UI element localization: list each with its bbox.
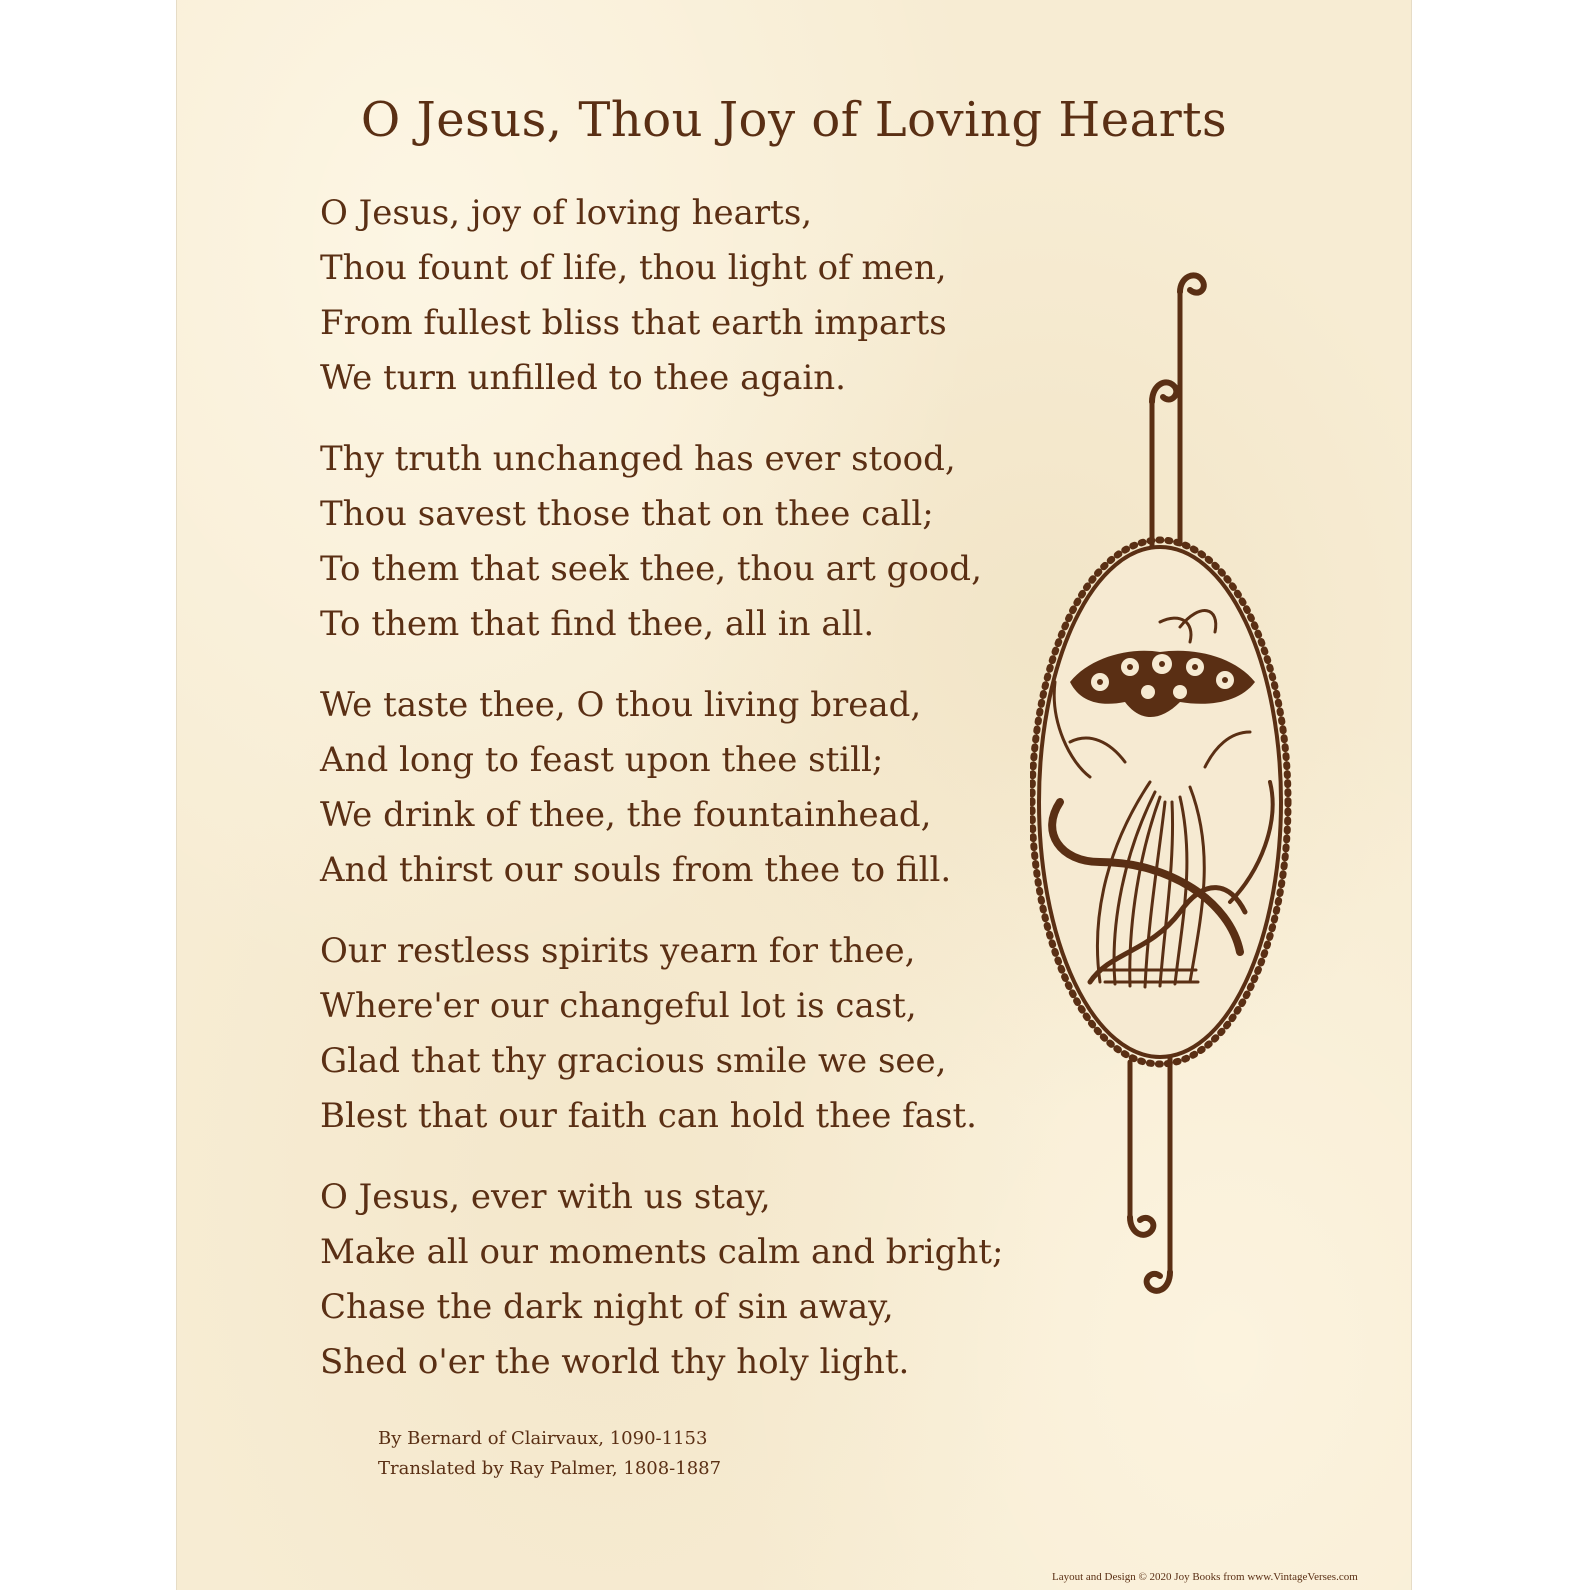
poem-line: Glad that thy gracious smile we see, <box>320 1041 947 1081</box>
stanza-1 <box>320 186 1020 406</box>
poem-line: Thou fount of life, thou light of men, <box>320 248 947 288</box>
stanza-4 <box>320 924 1020 1144</box>
poem-line: Chase the dark night of sin away, <box>320 1287 894 1327</box>
poem-line: And long to feast upon thee still; <box>320 740 884 780</box>
poem-line: We taste thee, O thou living bread, <box>320 685 922 725</box>
poem-line: O Jesus, joy of loving hearts, <box>320 193 813 233</box>
author-credit: By Bernard of Clairvaux, 1090-1153 <box>378 1428 708 1449</box>
poem-line: Thou savest those that on thee call; <box>320 494 934 534</box>
poem-line: To them that find thee, all in all. <box>320 604 875 644</box>
poem-line: Our restless spirits yearn for thee, <box>320 931 916 971</box>
poem-line: Make all our moments calm and bright; <box>320 1232 1004 1272</box>
credits <box>378 1424 721 1484</box>
poem-line: Thy truth unchanged has ever stood, <box>320 439 956 479</box>
stanza-2 <box>320 432 1020 652</box>
poem-line: From fullest bliss that earth imparts <box>320 303 947 343</box>
poem-line: Where'er our changeful lot is cast, <box>320 986 917 1026</box>
poem-line: And thirst our souls from thee to fill. <box>320 850 952 890</box>
poem-body <box>320 186 1020 1416</box>
poem-line: Blest that our faith can hold thee fast. <box>320 1096 977 1136</box>
poem-line: O Jesus, ever with us stay, <box>320 1177 771 1217</box>
stanza-3 <box>320 678 1020 898</box>
poem-line: We turn unfilled to thee again. <box>320 358 846 398</box>
translator-credit: Translated by Ray Palmer, 1808-1887 <box>378 1458 722 1479</box>
poem-line: We drink of thee, the fountainhead, <box>320 795 932 835</box>
poem-title: O Jesus, Thou Joy of Loving Hearts <box>360 92 1228 148</box>
footer-copyright: Layout and Design © 2020 Joy Books from www.VintageVerses.com <box>1052 1571 1358 1583</box>
stanza-5 <box>320 1170 1020 1390</box>
floral-ornament-icon <box>1030 262 1310 1322</box>
poem-line: To them that seek thee, thou art good, <box>320 549 982 589</box>
poem-line: Shed o'er the world thy holy light. <box>320 1342 910 1382</box>
